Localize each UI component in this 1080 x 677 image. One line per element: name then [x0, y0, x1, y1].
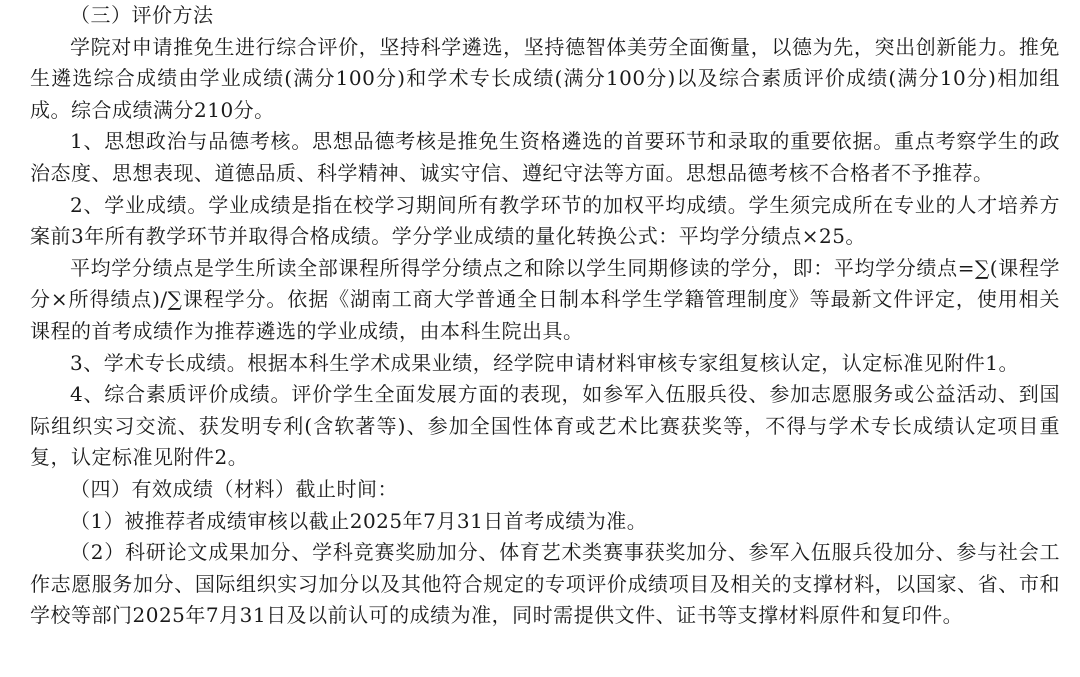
- section-4-item-2: （2）科研论文成果加分、学科竞赛奖励加分、体育艺术类赛事获奖加分、参军入伍服兵役加分、参与社会工作志愿服务加分、国际组织实习加分以及其他符合规定的专项评价成绩项目及相关的支撑材料，以国家、省、市和学校等部门2025年7月31日及以前认可的成绩为准，同时需提供文件、证书等支撑材料原件和复印件。: [30, 540, 1060, 628]
- section-3-item-4: 4、综合素质评价成绩。评价学生全面发展方面的表现，如参军入伍服兵役、参加志愿服务或公益活动、到国际组织实习交流、获发明专利(含软著等)、参加全国性体育或艺术比赛获奖等，不得与学术专长成绩认定项目重复，认定标准见附件2。: [30, 382, 1060, 470]
- section-3-heading: （三）评价方法: [70, 3, 214, 27]
- section-3-item-2: 2、学业成绩。学业成绩是指在校学习期间所有教学环节的加权平均成绩。学生须完成所在专业的人才培养方案前3年所有教学环节并取得合格成绩。学分学业成绩的量化转换公式：平均学分绩点×25。: [30, 192, 1060, 249]
- section-4-item-1: （1）被推荐者成绩审核以截止2025年7月31日首考成绩为准。: [70, 508, 648, 533]
- section-3-item-3: 3、学术专长成绩。根据本科生学术成果业绩，经学院申请材料审核专家组复核认定，认定标准见附件1。: [70, 350, 1019, 375]
- section-3-item-1: 1、思想政治与品德考核。思想品德考核是推免生资格遴选的首要环节和录取的重要依据。重点考察学生的政治态度、思想表现、道德品质、科学精神、诚实守信、遵纪守法等方面。思想品德考核不合格者不予推荐。: [30, 129, 1060, 185]
- section-3-item-2-note: 平均学分绩点是学生所读全部课程所得学分绩点之和除以学生同期修读的学分，即：平均学分绩点=∑(课程学分×所得绩点)/∑课程学分。依据《湖南工商大学普通全日制本科学生学籍管理制度》等最新文件评定，使用相关课程的首考成绩作为推荐遴选的学业成绩，由本科生院出具。: [30, 255, 1060, 343]
- section-4-heading: （四）有效成绩（材料）截止时间：: [70, 476, 398, 501]
- document-body: [30, 0, 1060, 632]
- section-3-intro: 学院对申请推免生进行综合评价，坚持科学遴选，坚持德智体美劳全面衡量，以德为先，突出创新能力。推免生遴选综合成绩由学业成绩(满分100分)和学术专长成绩(满分100分)以及综合素质评价成绩(满分10分)相加组成。综合成绩满分210分。: [30, 34, 1060, 122]
